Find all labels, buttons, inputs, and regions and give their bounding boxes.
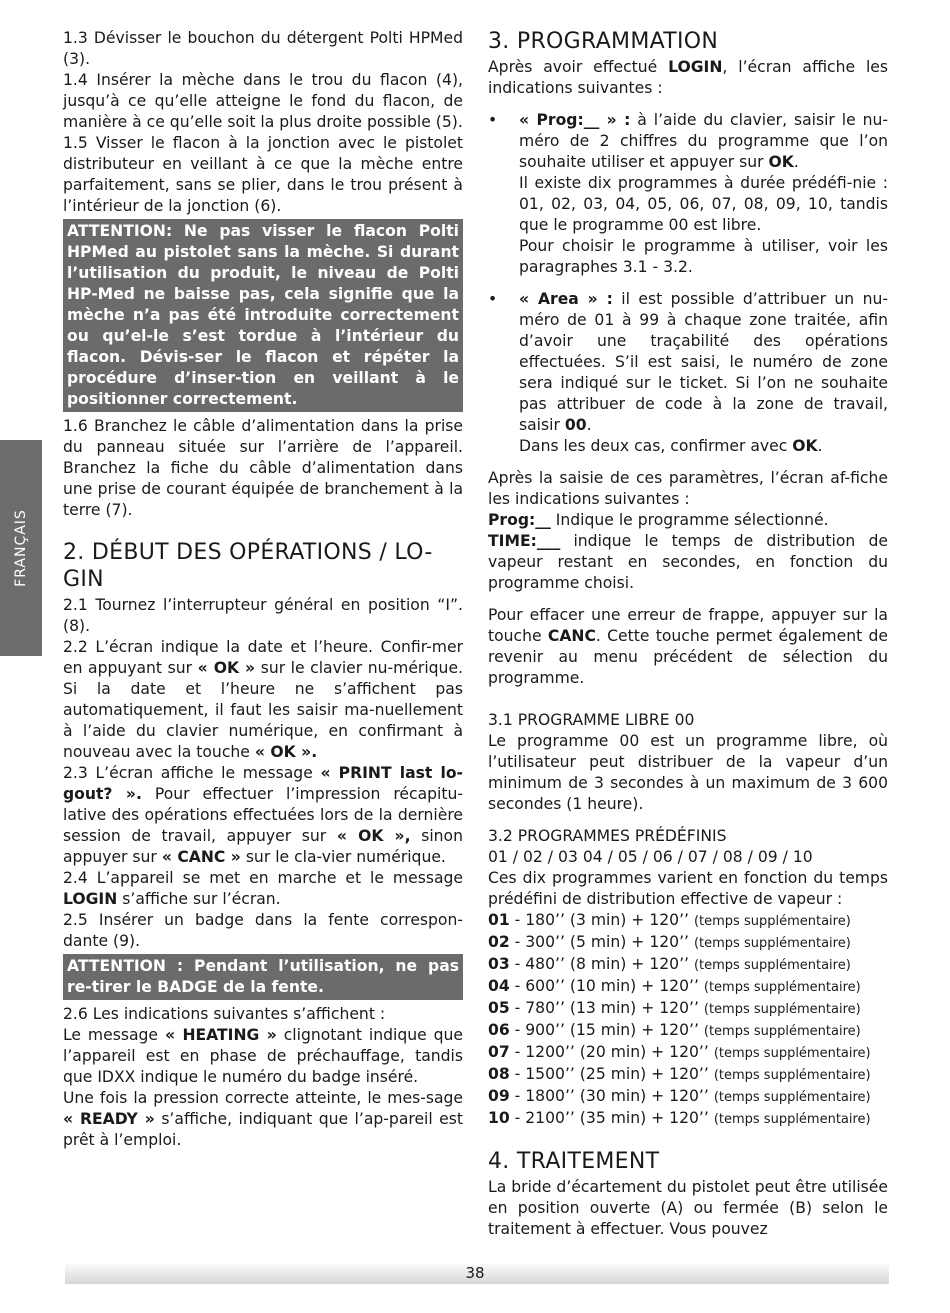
program-row xyxy=(488,1086,888,1108)
ok-key-label: OK xyxy=(792,437,818,455)
intro-text-a: Après avoir effectué xyxy=(488,58,658,76)
program-row xyxy=(488,932,888,954)
program-row xyxy=(488,910,888,932)
ok-key-label: « OK » xyxy=(197,659,256,677)
time-display xyxy=(488,531,888,594)
area-bullet-text: « Area » : il est possible d’attribuer un nu-méro de 01 à 99 à chaque zone traitée, afin d’avoir une traçabilité des opérations effectuées. S’il est saisi, le numéro de zone sera indiqué sur le ticket. Si l’on ne souhaite pas attribuer de code à la zone de travail, saisir 00. xyxy=(519,290,888,434)
page-number: 38 xyxy=(465,1264,485,1282)
program-extra: (temps supplémentaire) xyxy=(703,1002,861,1017)
step-2-2 xyxy=(63,637,463,763)
prog-label: « Prog:__ » : xyxy=(519,111,631,129)
step-2-2-text-a: 2.2 L’écran indique la date et l’heure. Confir-mer en appuyant sur xyxy=(63,638,463,677)
section-4-heading: 4. TRAITEMENT xyxy=(488,1149,660,1174)
login-message: LOGIN xyxy=(63,890,118,908)
step-2-3-text-b: Pour effectuer l’impression récapitu-lative des opérations effectuées lors de la dernière session de travail, appuyer sur xyxy=(63,785,463,845)
program-extra: (temps supplémentaire) xyxy=(703,1024,861,1039)
program-number: 06 xyxy=(488,1021,510,1039)
step-2-6-heating xyxy=(63,1025,463,1088)
program-row xyxy=(488,998,888,1020)
program-number: 07 xyxy=(488,1043,510,1061)
program-extra: (temps supplémentaire) xyxy=(693,958,851,973)
program-row xyxy=(488,976,888,998)
prog-bullet-text: « Prog:__ » : à l’aide du clavier, saisir le nu-méro de 2 chiffres du programme que l’on souhaite utiliser et appuyer sur OK. xyxy=(519,111,888,171)
area-bullet-confirm: Dans les deux cas, confirmer avec OK. xyxy=(519,437,823,455)
predefined-programs-text: Ces dix programmes varient en fonction du temps prédéfini de distribution effective de vapeur : xyxy=(488,869,888,908)
program-time: - 480’’ (8 min) + 120’’ xyxy=(514,955,689,973)
free-program-text: Le programme 00 est un programme libre, où l’utilisateur peut distribuer de la vapeur d’un minimum de 3 secondes à un maximum de 3 600 secondes (1 heure). xyxy=(488,732,888,813)
bullet-mark: • xyxy=(488,290,498,308)
step-2-6-text-d: Une fois la pression correcte atteinte, le mes-sage xyxy=(63,1089,463,1107)
program-number: 08 xyxy=(488,1065,510,1083)
step-1-6: 1.6 Branchez le câble d’alimentation dans la prise du panneau située sur l’arrière de l’appareil. Branchez la fiche du câble d’alimentation dans une prise de courant équipée de branchement à la terre (7). xyxy=(63,417,463,519)
program-extra: (temps supplémentaire) xyxy=(713,1068,871,1083)
step-2-6-text-c: clignotant indique que l’appareil est en phase de préchauffage, tandis que IDXX indique le numéro du badge inséré. xyxy=(63,1026,464,1086)
program-time: - 780’’ (13 min) + 120’’ xyxy=(514,999,699,1017)
step-1-3: 1.3 Dévisser le bouchon du détergent Polti HPMed (3). xyxy=(63,29,463,68)
step-2-5: 2.5 Insérer un badge dans la fente correspon-dante (9). xyxy=(63,911,463,950)
ready-message: « READY » xyxy=(63,1110,155,1128)
program-time: - 1200’’ (20 min) + 120’’ xyxy=(514,1043,709,1061)
right-column xyxy=(488,28,888,1240)
program-time: - 1800’’ (30 min) + 120’’ xyxy=(514,1087,709,1105)
ok-key-label: « OK », xyxy=(336,827,411,845)
program-extra: (temps supplémentaire) xyxy=(693,914,851,929)
program-time: - 900’’ (15 min) + 120’’ xyxy=(514,1021,699,1039)
time-display-text: indique le temps de distribution de vapeur restant en secondes, en fonction du programme choisi. xyxy=(488,532,888,592)
prog-bullet-programs: Il existe dix programmes à durée prédéfi-nie : 01, 02, 03, 04, 05, 06, 07, 08, 09, 10, tandis que le programme 00 est libre. xyxy=(519,174,888,234)
step-2-6-ready xyxy=(63,1088,463,1151)
section-3-2-heading: 3.2 PROGRAMMES PRÉDÉFINIS xyxy=(488,827,727,845)
step-2-4-text-a: 2.4 L’appareil se met en marche et le message xyxy=(63,869,463,887)
program-row xyxy=(488,1042,888,1064)
program-number: 09 xyxy=(488,1087,510,1105)
prog-display xyxy=(488,510,888,531)
program-row xyxy=(488,1108,888,1130)
program-number: 01 xyxy=(488,911,510,929)
program-extra: (temps supplémentaire) xyxy=(713,1112,871,1127)
step-2-6-text-e: s’affiche, indiquant que l’ap-pareil est prêt à l’emploi. xyxy=(63,1110,463,1149)
program-time: - 180’’ (3 min) + 120’’ xyxy=(514,911,689,929)
print-logout-message: « PRINT last lo-gout? ». xyxy=(63,764,463,803)
program-number: 02 xyxy=(488,933,510,951)
language-tab xyxy=(0,440,42,656)
step-2-4-text-b: s’affiche sur l’écran. xyxy=(122,890,281,908)
program-row xyxy=(488,1020,888,1042)
program-time: - 2100’’ (35 min) + 120’’ xyxy=(514,1109,709,1127)
step-2-6-text-b: Le message xyxy=(63,1026,159,1044)
step-2-3-text-a: 2.3 L’écran affiche le message xyxy=(63,764,313,782)
intro-text-b: , l’écran affiche les indications suivantes : xyxy=(488,58,888,97)
step-2-1: 2.1 Tournez l’interrupteur général en position “I”. (8). xyxy=(63,596,463,635)
program-extra: (temps supplémentaire) xyxy=(703,980,861,995)
area-text-b: Dans les deux cas, confirmer avec xyxy=(519,437,788,455)
program-extra: (temps supplémentaire) xyxy=(693,936,851,951)
prog-bullet-see: Pour choisir le programme à utiliser, voir les paragraphes 3.1 - 3.2. xyxy=(519,237,888,276)
program-time: - 300’’ (5 min) + 120’’ xyxy=(514,933,689,951)
prog-display-text: Indique le programme sélectionné. xyxy=(555,511,829,529)
area-label: « Area » : xyxy=(519,290,613,308)
step-1-5: 1.5 Visser le flacon à la jonction avec le pistolet distributeur en veillant à ce que la mèche entre parfaitement, sans se plier, dans le trou présent à l’intérieur de la jonction (6). xyxy=(63,134,463,215)
program-number: 05 xyxy=(488,999,510,1017)
language-tab-label: FRANÇAIS xyxy=(13,509,29,587)
prog-display-label: Prog:__ xyxy=(488,511,551,529)
prog-bullet xyxy=(488,110,888,278)
step-2-2-text-b: sur le clavier nu-mérique. Si la date et l’heure ne s’affichent pas automatiquement, il faut les saisir ma-nuellement à l’aide du clavier numérique, en confirmant à nouveau avec la touche xyxy=(63,659,463,761)
program-extra: (temps supplémentaire) xyxy=(713,1046,871,1061)
program-time: - 600’’ (10 min) + 120’’ xyxy=(514,977,699,995)
area-bullet xyxy=(488,289,888,457)
step-2-3 xyxy=(63,763,463,868)
program-extra: (temps supplémentaire) xyxy=(713,1090,871,1105)
section-3-heading: 3. PROGRAMMATION xyxy=(488,29,719,54)
canc-key-label: « CANC » xyxy=(161,848,241,866)
step-2-4 xyxy=(63,868,463,910)
section-2-heading: 2. DÉBUT DES OPÉRATIONS / LO-GIN xyxy=(63,540,433,592)
attention-box-wick: ATTENTION: Ne pas visser le flacon Polti HPMed au pistolet sans la mèche. Si durant l’utilisation du produit, le niveau de Polti HP-Med ne baisse pas, cela signifie que la mèche n’a pas été introduite correctement ou qu’el-le s’est tordue à l’intérieur du flacon. Dévis-ser le flacon et répéter la procédure d’inser-tion en veillant à le positionner correctement. xyxy=(63,219,463,412)
program-time: - 1500’’ (25 min) + 120’’ xyxy=(514,1065,709,1083)
bullet-mark: • xyxy=(488,111,498,129)
area-text-a: il est possible d’attribuer un nu-méro de 01 à 99 à chaque zone traitée, afin d’avoir une traçabilité des opérations effectuées. S’il est saisi, le numéro de zone sera indiqué sur le ticket. Si l’on ne souhaite pas attribuer de code à la zone de travail, saisir xyxy=(519,290,888,434)
section-3-1-heading: 3.1 PROGRAMME LIBRE 00 xyxy=(488,711,695,729)
section-3-2-program-list: 01 / 02 / 03 04 / 05 / 06 / 07 / 08 / 09 / 10 xyxy=(488,848,813,866)
treatment-text: La bride d’écartement du pistolet peut être utilisée en position ouverte (A) ou fermée (B) selon le traitement à effectuer. Vous pouvez xyxy=(488,1178,888,1238)
program-number: 10 xyxy=(488,1109,510,1127)
canc-paragraph xyxy=(488,605,888,689)
canc-text-b: . Cette touche permet également de revenir au menu précédent de sélection du programme. xyxy=(488,627,888,687)
heating-message: « HEATING » xyxy=(164,1026,277,1044)
step-1-4: 1.4 Insérer la mèche dans le trou du flacon (4), jusqu’à ce qu’elle atteigne le fond du flacon, de manière à ce qu’elle soit la plus droite possible (5). xyxy=(63,71,463,131)
ok-key-label: OK xyxy=(768,153,794,171)
attention-box-badge: ATTENTION : Pendant l’utilisation, ne pas re-tirer le BADGE de la fente. xyxy=(63,954,463,1000)
canc-text-a: Pour effacer une erreur de frappe, appuyer sur la touche xyxy=(488,606,888,645)
canc-key-label: CANC xyxy=(547,627,596,645)
step-2-3-text-d: sur le cla-vier numérique. xyxy=(245,848,446,866)
login-label: LOGIN xyxy=(668,58,723,76)
after-params: Après la saisie de ces paramètres, l’écran af-fiche les indications suivantes : xyxy=(488,469,888,508)
step-2-6-intro: 2.6 Les indications suivantes s’affichent : xyxy=(63,1005,386,1023)
prog-text-a: à l’aide du clavier, saisir le nu-méro de 2 chiffres du programme que l’on souhaite utiliser et appuyer sur xyxy=(519,111,888,171)
ok-key-label: « OK ». xyxy=(254,743,318,761)
time-display-label: TIME:___ xyxy=(488,532,561,550)
program-row xyxy=(488,1064,888,1086)
step-2-3-text-c: sinon appuyer sur xyxy=(63,827,463,866)
left-column xyxy=(63,28,463,1151)
program-number: 04 xyxy=(488,977,510,995)
programming-intro xyxy=(488,57,888,99)
program-number: 03 xyxy=(488,955,510,973)
program-row xyxy=(488,954,888,976)
zero-zero-code: 00 xyxy=(564,416,587,434)
program-list xyxy=(488,910,888,1130)
